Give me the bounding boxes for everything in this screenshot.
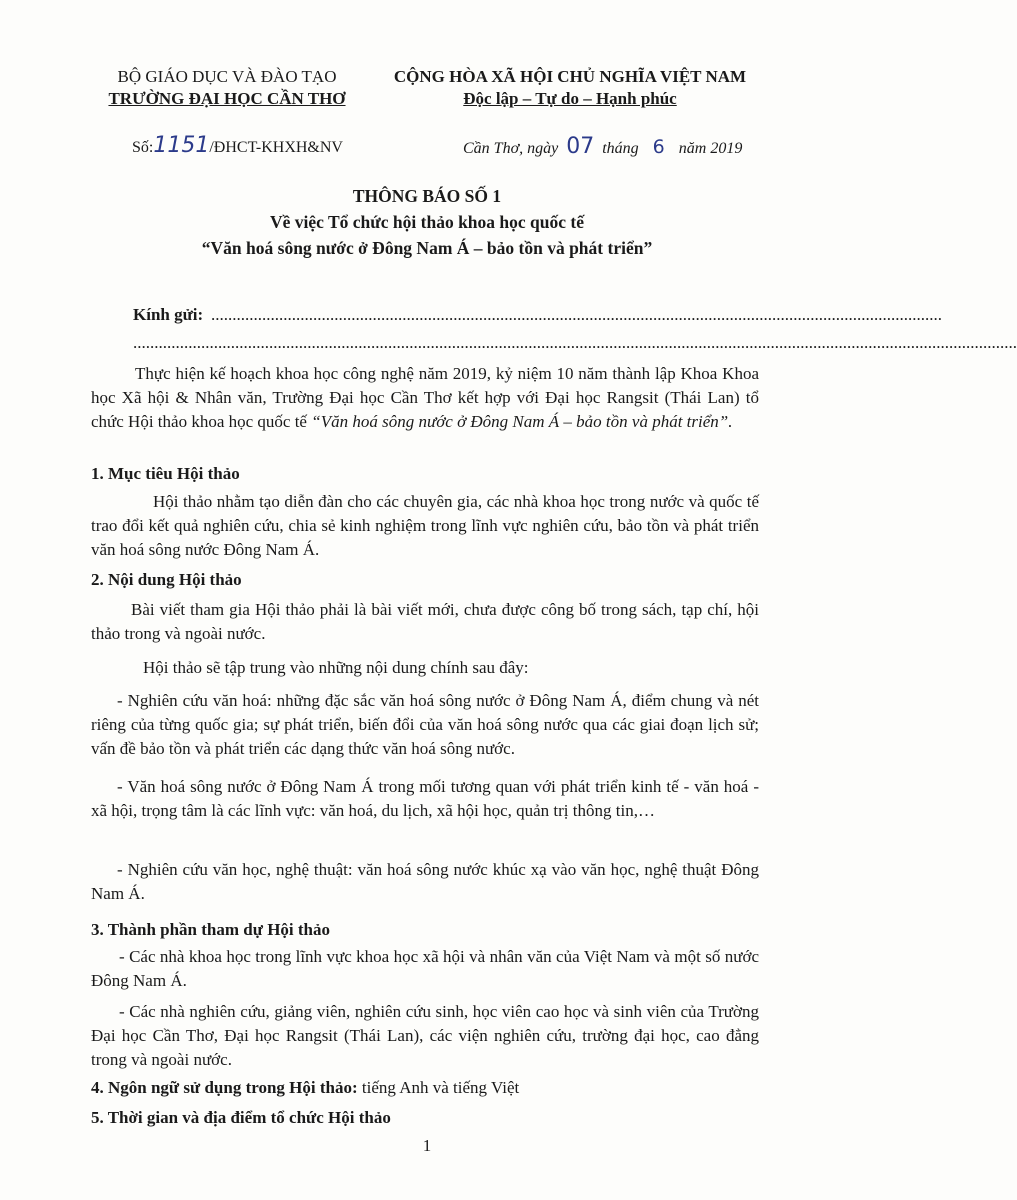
- handwritten-month: 6: [652, 136, 665, 158]
- section-2-bullet-3: - Nghiên cứu văn học, nghệ thuật: văn hoá sông nước khúc xạ vào văn học, nghệ thuật Đông Nam Á.: [91, 860, 759, 903]
- section-2-paragraph-2: Hội thảo sẽ tập trung vào những nội dung chính sau đây:: [143, 658, 529, 677]
- section-1-text: Hội thảo nhằm tạo diễn đàn cho các chuyên gia, các nhà khoa học trong nước và quốc tế trao đổi kết quả nghiên cứu, chia sẻ kinh nghiệm trong lĩnh vực nghiên cứu, bảo tồn và phát triển văn hoá sông nước Đông Nam Á.: [91, 492, 759, 559]
- intro-paragraph: Thực hiện kế hoạch khoa học công nghệ năm 2019, kỷ niệm 10 năm thành lập Khoa Khoa học Xã hội & Nhân văn, Trường Đại học Cần Thơ kết hợp với Đại học Rangsit (Thái Lan) tổ chức Hội thảo khoa học quốc tế “Văn hoá sông nước ở Đông Nam Á – bảo tồn và phát triển”.: [91, 364, 759, 431]
- conference-name: “Văn hoá sông nước ở Đông Nam Á – bảo tồn và phát triển”: [201, 238, 653, 258]
- document-number: [132, 133, 343, 158]
- section-2-bullet-1: - Nghiên cứu văn hoá: những đặc sắc văn hoá sông nước ở Đông Nam Á, điểm chung và nét riêng của từng quốc gia; sự phát triển, biến đổi của văn hoá sông nước qua các giai đoạn lịch sử; vấn đề bảo tồn và phát triển các dạng thức văn hoá sông nước.: [91, 691, 759, 758]
- section-4: [91, 1078, 519, 1098]
- header-left: [92, 66, 362, 110]
- page-number: 1: [422, 1136, 432, 1155]
- section-5-heading: 5. Thời gian và địa điểm tổ chức Hội thảo: [91, 1108, 391, 1127]
- recipient-dotted-line-2: ................................................................................................................................................................................................................: [133, 333, 1017, 352]
- section-4-value: tiếng Anh và tiếng Việt: [357, 1078, 520, 1097]
- header-right: [380, 66, 760, 110]
- university-name: TRƯỜNG ĐẠI HỌC CẦN THƠ: [108, 89, 346, 108]
- recipient-dotted-line-1: ............................................................................................................................................................................: [211, 305, 942, 324]
- section-2-heading: 2. Nội dung Hội thảo: [91, 570, 242, 589]
- section-3-bullet-2: - Các nhà nghiên cứu, giảng viên, nghiên cứu sinh, học viên cao học và sinh viên của Trường Đại học Cần Thơ, Đại học Rangsit (Thái Lan), các viện nghiên cứu, trường đại học, cao đẳng trong và ngoài nước.: [91, 1002, 759, 1069]
- recipient-label: Kính gửi:: [133, 305, 204, 324]
- handwritten-number: 1151: [153, 133, 210, 158]
- notice-subject: Về việc Tổ chức hội thảo khoa học quốc tế: [269, 212, 584, 232]
- section-3-heading: 3. Thành phần tham dự Hội thảo: [91, 920, 331, 939]
- notice-title: THÔNG BÁO SỐ 1: [352, 186, 502, 206]
- number-suffix: /ĐHCT-KHXH&NV: [209, 139, 343, 156]
- number-prefix: Số:: [132, 139, 154, 156]
- section-4-heading: 4. Ngôn ngữ sử dụng trong Hội thảo:: [91, 1078, 358, 1097]
- national-motto: Độc lập – Tự do – Hạnh phúc: [463, 89, 677, 108]
- place-date: Cần Thơ, ngày 07 tháng 6 năm 2019: [463, 134, 743, 159]
- section-3-bullet-1: - Các nhà khoa học trong lĩnh vực khoa học xã hội và nhân văn của Việt Nam và một số nước Đông Nam Á.: [91, 947, 759, 990]
- section-2-paragraph-1: Bài viết tham gia Hội thảo phải là bài viết mới, chưa được công bố trong sách, tạp chí, hội thảo trong và ngoài nước.: [91, 600, 759, 643]
- section-2-bullet-2: - Văn hoá sông nước ở Đông Nam Á trong mối tương quan với phát triển kinh tế - văn hoá - xã hội, trọng tâm là các lĩnh vực: văn hoá, du lịch, xã hội học, quản trị thông tin,…: [91, 777, 759, 820]
- ministry-name: BỘ GIÁO DỤC VÀ ĐÀO TẠO: [117, 67, 337, 86]
- handwritten-day: 07: [566, 134, 595, 159]
- republic-name: CỘNG HÒA XÃ HỘI CHỦ NGHĨA VIỆT NAM: [393, 67, 747, 86]
- section-1-heading: 1. Mục tiêu Hội thảo: [91, 464, 240, 483]
